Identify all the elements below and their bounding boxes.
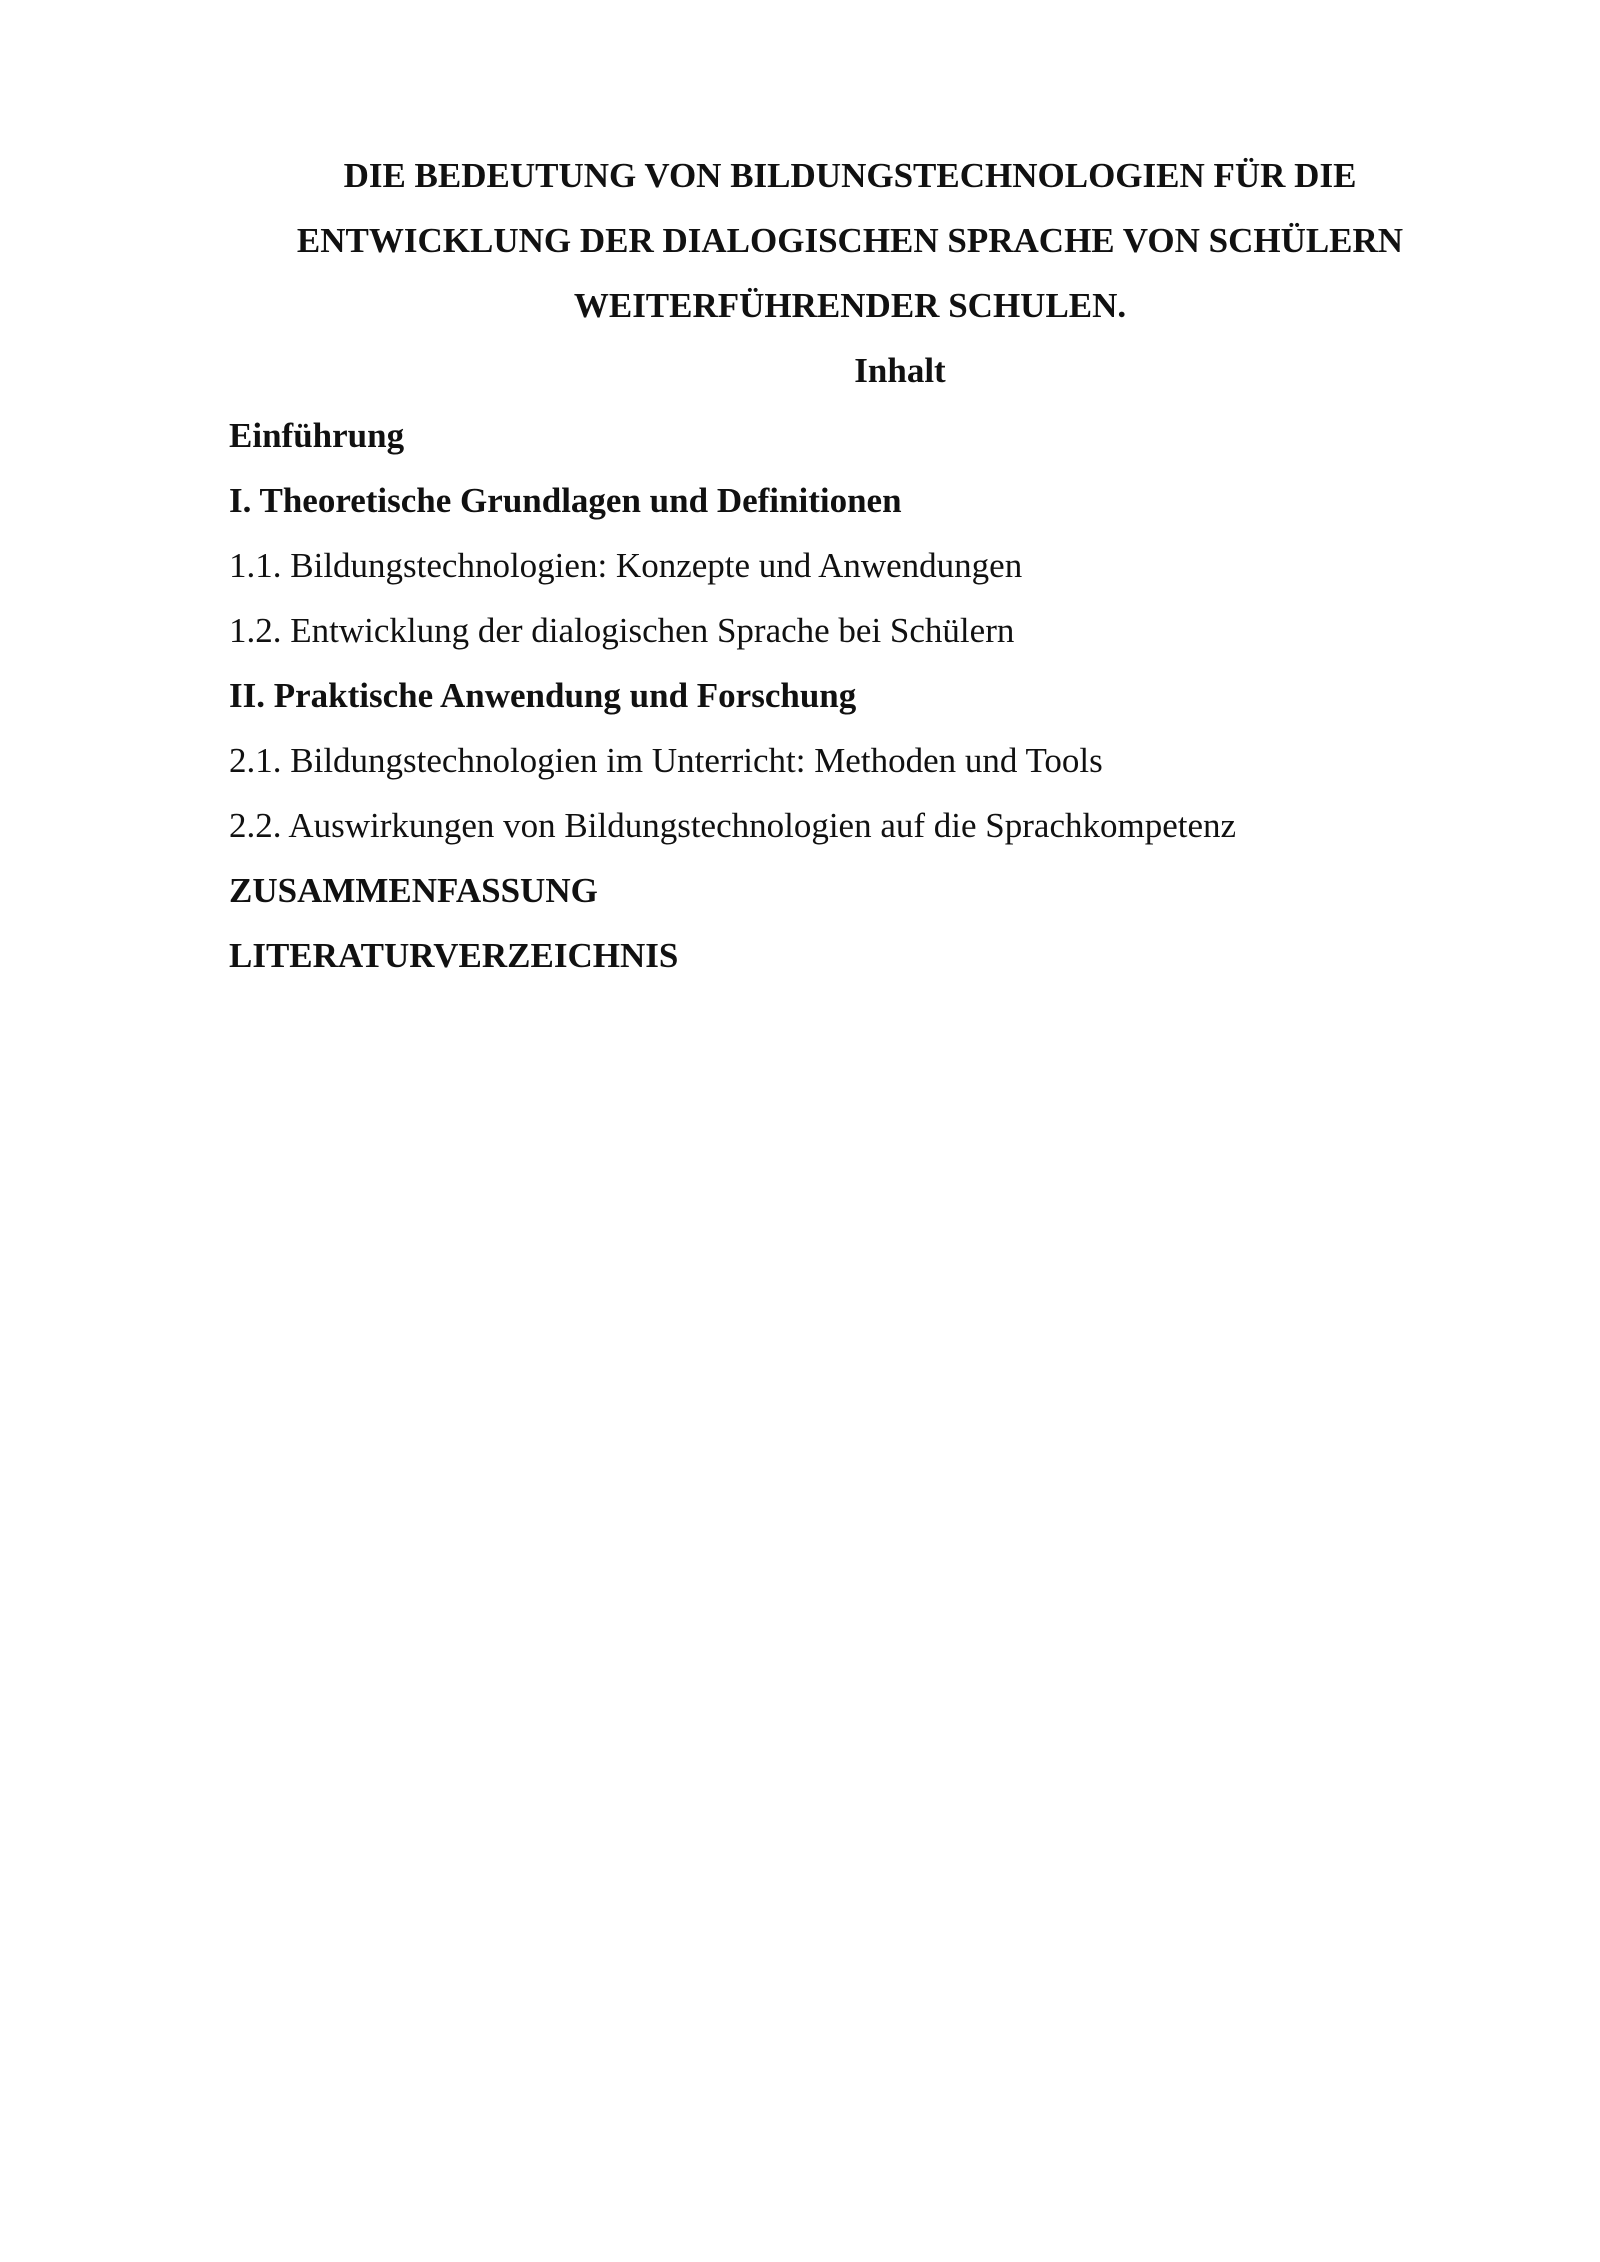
toc-item-einfuehrung: Einführung — [229, 416, 405, 455]
toc-item-section-1-2: 1.2. Entwicklung der dialogischen Sprache bei Schülern — [229, 611, 1015, 650]
title-line: WEITERFÜHRENDER SCHULEN. — [573, 286, 1127, 325]
toc-item-chapter-1: I. Theoretische Grundlagen und Definitionen — [229, 481, 902, 520]
table-of-contents — [229, 403, 1469, 988]
toc-item-section-2-1: 2.1. Bildungstechnologien im Unterricht: Methoden und Tools — [229, 741, 1103, 780]
toc-item-section-2-2: 2.2. Auswirkungen von Bildungstechnologien auf die Sprachkompetenz — [229, 806, 1237, 845]
toc-item-section-1-1: 1.1. Bildungstechnologien: Konzepte und Anwendungen — [229, 546, 1023, 585]
title-line: DIE BEDEUTUNG VON BILDUNGSTECHNOLOGIEN FÜR DIE — [343, 156, 1357, 195]
document-title — [230, 143, 1470, 338]
toc-heading: Inhalt — [854, 351, 946, 390]
toc-item-chapter-2: II. Praktische Anwendung und Forschung — [229, 676, 857, 715]
title-line: ENTWICKLUNG DER DIALOGISCHEN SPRACHE VON SCHÜLERN — [296, 221, 1404, 260]
toc-item-literaturverzeichnis: LITERATURVERZEICHNIS — [229, 936, 679, 975]
toc-item-zusammenfassung: ZUSAMMENFASSUNG — [229, 871, 598, 910]
